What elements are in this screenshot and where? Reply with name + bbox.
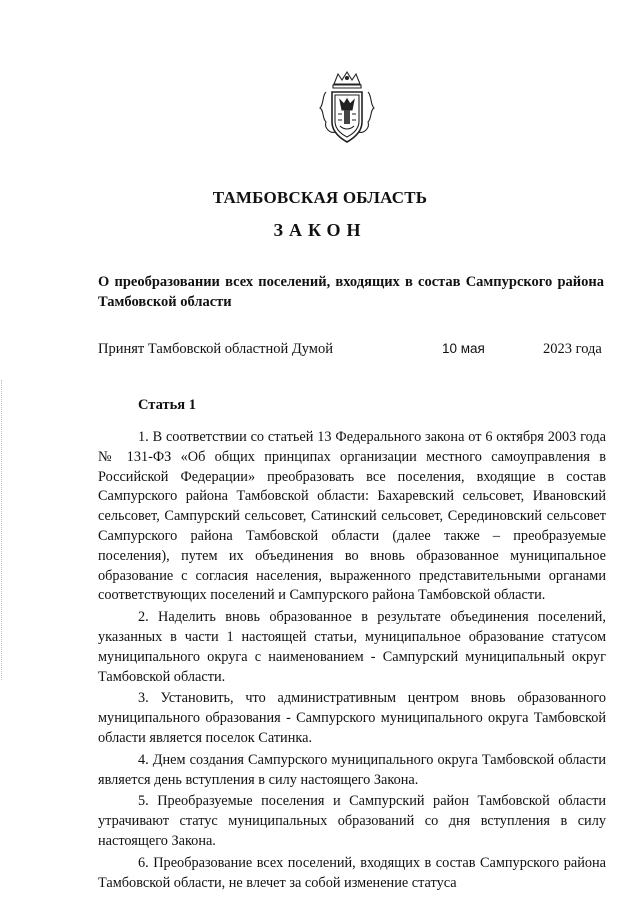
- adopted-by-text: Принят Тамбовской областной Думой: [98, 341, 333, 357]
- region-title: ТАМБОВСКАЯ ОБЛАСТЬ: [212, 188, 428, 207]
- article-paragraph: 6. Преобразование всех поселений, входящих в состав Сампурского района Тамбовской области, не влечет за собой изменение статуса: [98, 854, 606, 891]
- article-paragraph: 2. Наделить вновь образованное в результате объединения поселений, указанных в части 1 настоящей статьи, муниципальное образование статусом муниципального округа с наименованием - Сампурский муниципальный округ Тамбовской области.: [98, 609, 606, 685]
- article-paragraph: 5. Преобразуемые поселения и Сампурский район Тамбовской области утрачивают статус муниципальных образований со дня вступления в силу настоящего Закона.: [98, 793, 606, 849]
- law-subject-title: О преобразовании всех поселений, входящих в состав Сампурского района Тамбовской области: [98, 274, 604, 310]
- article-body: [98, 428, 606, 895]
- scan-margin-artifact: [1, 380, 4, 680]
- article-title: Статья 1: [138, 397, 196, 413]
- document-type-title: ЗАКОН: [273, 220, 367, 240]
- coat-of-arms-icon: [316, 70, 378, 146]
- article-paragraph: 3. Установить, что административным центром вновь образованного муниципального образования - Сампурского муниципального округа Тамбовской области является поселок Сатинка.: [98, 690, 606, 746]
- article-paragraph: 1. В соответствии со статьей 13 Федерального закона от 6 октября 2003 года № 131-ФЗ «Об общих принципах организации местного самоуправления в Российской Федерации» преобразовать все поселения, входящие в состав Сампурского района Тамбовской области: Бахаревский сельсовет, Ивановский сельсовет, Сампурский сельсовет, Сатинский сельсовет, Серединовский сельсовет Сампурского района Тамбовской области (далее также – преобразуемые поселения), путем их объединения во вновь образованное муниципальное образование с согласия населения, выраженного представительными органами соответствующих поселений и Сампурского района Тамбовской области.: [98, 429, 606, 604]
- article-paragraph: 4. Днем создания Сампурского муниципального округа Тамбовской области является день вступления в силу настоящего Закона.: [98, 751, 606, 788]
- adoption-year: 2023 года: [543, 341, 602, 357]
- adoption-day: 10 мая: [442, 341, 485, 356]
